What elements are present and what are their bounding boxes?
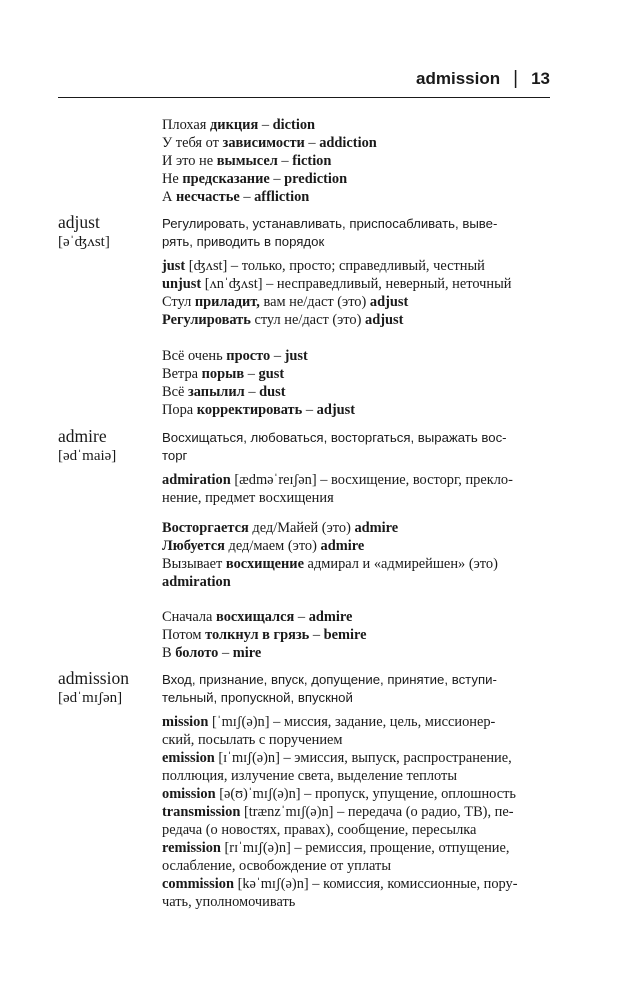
related-word-line: just [ʤʌst] – только, просто; справедливый, честный <box>162 258 485 274</box>
related-word-line: поллюция, излучение света, выделение теплоты <box>162 768 457 784</box>
related-word-line: transmission [trænzˈmɪʃ(ə)n] – передача (о радио, ТВ), пе- <box>162 804 514 820</box>
mnemonic-line: Ветра порыв – gust <box>162 366 285 382</box>
meaning-line: Вход, признание, впуск, допущение, принятие, вступи- <box>162 672 497 687</box>
mnemonic-line: Восторгается дед/Майей (это) admire <box>162 520 399 536</box>
related-word-line: omission [ə(ʊ)ˈmɪʃ(ə)n] – пропуск, упущение, оплошность <box>162 786 516 802</box>
running-header-word: admission <box>416 69 501 88</box>
transcription-admire: [ədˈmaiə] <box>58 448 117 464</box>
headword-admire: admire <box>58 426 107 446</box>
header-rule <box>58 97 550 98</box>
mnemonic-line: И это не вымысел – fiction <box>162 153 332 169</box>
meaning-line: торг <box>162 448 188 463</box>
page-number: 13 <box>531 69 550 88</box>
mnemonic-line: Вызывает восхищение адмирал и «адмирейшен» (это) <box>162 556 498 572</box>
related-word-line: commission [kəˈmɪʃ(ə)n] – комиссия, комиссионные, пору- <box>162 876 518 892</box>
mnemonic-line: Любуется дед/маем (это) admire <box>162 538 365 554</box>
related-word-line: admiration [ædməˈreɪʃən] – восхищение, восторг, прекло- <box>162 472 513 488</box>
meaning-line: рять, приводить в порядок <box>162 234 325 249</box>
related-word-line: emission [ɪˈmɪʃ(ə)n] – эмиссия, выпуск, распространение, <box>162 750 512 766</box>
related-word-line: нение, предмет восхищения <box>162 490 334 506</box>
mnemonic-line: Регулировать стул не/даст (это) adjust <box>162 312 404 328</box>
related-word-line: mission [ˈmɪʃ(ə)n] – миссия, задание, цель, миссионер- <box>162 714 496 730</box>
mnemonic-line: admiration <box>162 574 231 590</box>
mnemonic-line: А несчастье – affliction <box>162 189 310 205</box>
meaning-line: тельный, пропускной, впускной <box>162 690 353 705</box>
related-word-line: ослабление, освобождение от уплаты <box>162 858 391 874</box>
related-word-line: редача (о новостях, правах), сообщение, пересылка <box>162 822 477 838</box>
related-word-line: чать, уполномочивать <box>162 894 296 910</box>
meaning-line: Регулировать, устанавливать, приспосабливать, выве- <box>162 216 498 231</box>
mnemonic-line: Стул приладит, вам не/даст (это) adjust <box>162 294 409 310</box>
mnemonic-line: Всё очень просто – just <box>162 348 308 364</box>
headword-admission: admission <box>58 668 129 688</box>
related-word-line: unjust [ʌnˈʤʌst] – несправедливый, неверный, неточный <box>162 276 512 292</box>
mnemonic-line: Пора корректировать – adjust <box>162 402 356 418</box>
related-word-line: remission [rɪˈmɪʃ(ə)n] – ремиссия, прощение, отпущение, <box>162 840 510 856</box>
mnemonic-line: Потом толкнул в грязь – bemire <box>162 627 367 643</box>
related-word-line: ский, посылать с поручением <box>162 732 343 748</box>
mnemonic-line: Всё запылил – dust <box>162 384 286 400</box>
header-separator: | <box>513 68 519 89</box>
transcription-admission: [ədˈmɪʃən] <box>58 690 123 706</box>
mnemonic-line: У тебя от зависимости – addiction <box>162 135 377 151</box>
running-header <box>0 68 550 90</box>
headword-adjust: adjust <box>58 212 100 232</box>
mnemonic-line: Не предсказание – prediction <box>162 171 348 187</box>
mnemonic-line: Сначала восхищался – admire <box>162 609 353 625</box>
mnemonic-line: Плохая дикция – diction <box>162 117 316 133</box>
transcription-adjust: [əˈʤʌst] <box>58 234 110 250</box>
meaning-line: Восхищаться, любоваться, восторгаться, выражать вос- <box>162 430 507 445</box>
mnemonic-line: В болото – mire <box>162 645 262 661</box>
